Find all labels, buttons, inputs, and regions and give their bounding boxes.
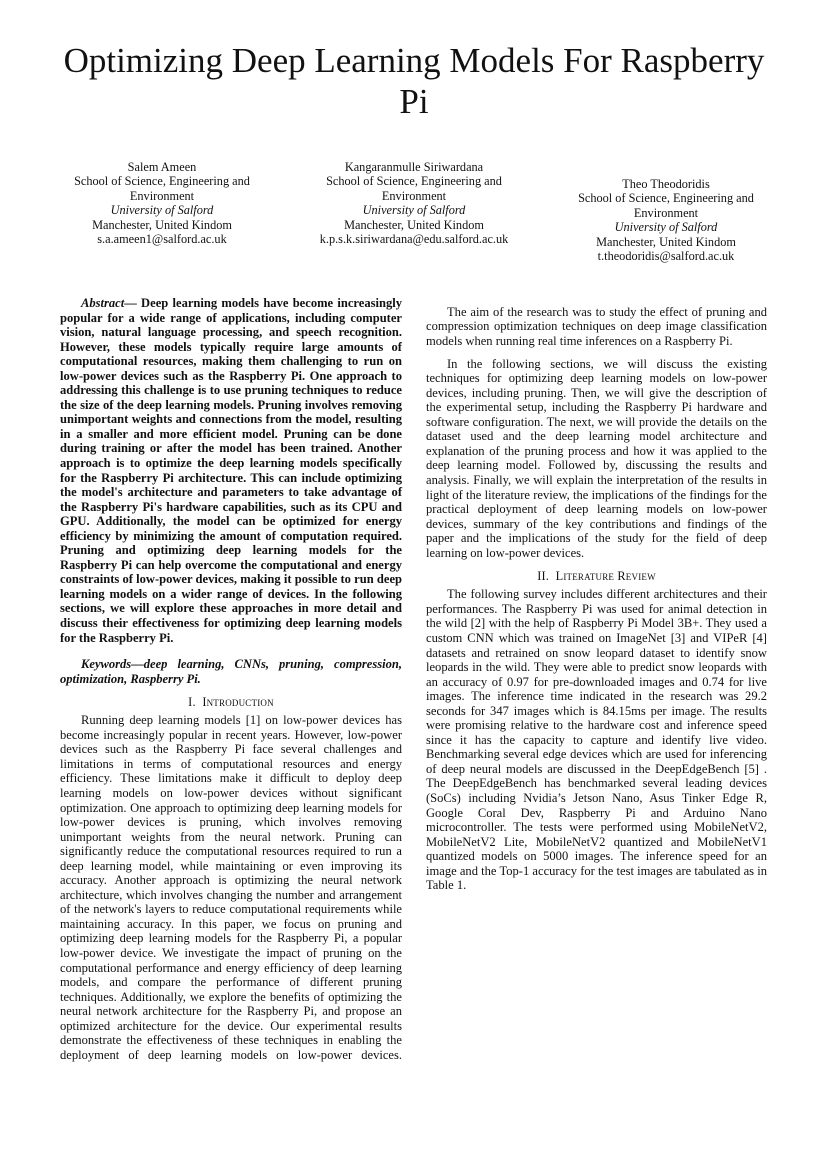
keywords-label: Keywords— bbox=[81, 657, 144, 672]
intro-paragraph-1: Running deep learning models [1] on low-power devices has become increasingly popular in recent years. However, low-power devices such as the Raspberry Pi face several challenges and limitations in terms of computational resources and energy efficiency. These limitations make it difficult to deploy deep learning models on low-power devices without significant optimization. One approach to optimizing deep learning models for low-power devices is pruning, which involves removing unimportant weights from the neural network. Pruning can significantly reduce the computational resources required to run a deep learning model, while maintaining or even improving its accuracy. Another approach is optimizing the neural network architecture, which involves changing the number and arrangement of the network's layers to reduce computational requirements while maintaining accuracy. In this paper, we focus on pruning and optimizing deep learning models for the Raspberry Pi, a popular low-power device. We investigate the impact of pruning on the computational performance and energy efficiency of deep learning models, and compare the performance of different pruning techniques. Additionally, we explore the benefits of optimizing the neural network architecture for the Raspberry Pi, and propose an optimized architecture for the device. Our experimental results demonstrate the effectiveness of these techniques in enabling the deployment of deep learning models on low-power devices. bbox=[60, 713, 402, 1062]
author-city: Manchester, United Kindom bbox=[92, 217, 232, 232]
author-block-2 bbox=[314, 160, 514, 246]
author-block-3 bbox=[568, 177, 764, 263]
author-dept: School of Science, Engineering and bbox=[326, 174, 502, 189]
author-city: Manchester, United Kindom bbox=[344, 217, 484, 232]
author-email: s.a.ameen1@salford.ac.uk bbox=[97, 232, 227, 247]
paper-title: Optimizing Deep Learning Models For Raspberry Pi bbox=[63, 41, 765, 121]
keywords bbox=[60, 657, 402, 686]
intro-paragraph-2: The aim of the research was to study the effect of pruning and compression optimization techniques on deep image classification models when running real time inferences on a Raspberry Pi. bbox=[426, 304, 767, 348]
author-name: Theo Theodoridis bbox=[622, 177, 710, 191]
author-dept-cont: Environment bbox=[381, 188, 447, 203]
author-email: t.theodoridis@salford.ac.uk bbox=[597, 249, 735, 264]
author-name: Salem Ameen bbox=[127, 160, 197, 174]
left-column bbox=[60, 296, 402, 1062]
abstract bbox=[60, 296, 402, 645]
author-block-1 bbox=[64, 160, 260, 246]
author-city: Manchester, United Kindom bbox=[596, 234, 736, 249]
author-university: University of Salford bbox=[362, 203, 466, 218]
section-number: I. bbox=[188, 694, 196, 709]
author-name: Kangaranmulle Siriwardana bbox=[344, 160, 484, 174]
author-university: University of Salford bbox=[110, 203, 214, 218]
abstract-label: Abstract bbox=[81, 296, 125, 310]
section-title: Introduction bbox=[202, 694, 274, 709]
author-dept-cont: Environment bbox=[129, 188, 195, 203]
section-title: Literature Review bbox=[555, 568, 656, 583]
section-heading-introduction bbox=[60, 695, 402, 710]
abstract-text: — Deep learning models have become increasingly popular for a wide range of applications, including computer vision, natural language processing, and speech recognition. However, these models typically require large amounts of computational resources, making them challenging to run on low-power devices such as the Raspberry Pi. One approach to addressing this challenge is to use pruning techniques to reduce the size of the deep learning models. Pruning involves removing unimportant weights and connections from the model, resulting in a smaller and more efficient model. Pruning can be done during training or after the model has been trained. Another approach is to optimize the deep learning models specifically for the Raspberry Pi architecture. This can include optimizing the model's architecture and parameters to take advantage of the Raspberry Pi's hardware capabilities, such as its CPU and GPU. Additionally, the model can be optimized for energy efficiency by minimizing the amount of computation required. Pruning and optimizing deep learning models for the Raspberry Pi can help overcome the computational and energy constraints of low-power devices, making it possible to run deep learning models on a wider range of devices. In the following sections, we will explore these approaches in more detail and discuss their effectiveness for optimizing deep learning models for the Raspberry Pi. bbox=[60, 296, 402, 645]
keywords-text: deep learning, CNNs, pruning, compression, optimization, Raspberry Pi. bbox=[60, 657, 402, 686]
section-heading-literature-review bbox=[426, 569, 767, 584]
author-dept: School of Science, Engineering and bbox=[578, 191, 754, 206]
author-university: University of Salford bbox=[614, 220, 718, 235]
literature-paragraph-1: The following survey includes different architectures and their performances. The Raspberry Pi was used for animal detection in the wild [2] with the help of Raspberry Pi Model 3B+. They used a custom CNN which was trained on ImageNet [3] and VIPeR [4] datasets and retrained on snow leopard dataset to identify snow leopards in the wild. They were able to predict snow leopards with an accuracy of 0.97 for pre-downloaded images and 0.74 for live images. The inference time indicated in the research was 29.2 seconds for 347 images which is 84.15ms per image. The results were promising relative to the hardware cost and inference speed since it has the capacity to capture and identify live video. Benchmarking several edge devices which are used for inferencing of deep neural models are discussed in the DeepEdgeBench [5] . The DeepEdgeBench has benchmarked several leading devices (SoCs) including Nvidia’s Jetson Nano, Asus Tinker Edge R, Google Coral Dev, Raspberry Pi and Arduino Nano microcontroller. The tests were performed using MobileNetV2, MobileNetV2 Lite, MobileNetV2 quantized and MobileNetV1 quantized models on 5000 images. The inference speed for an image and the Top-1 accuracy for the test images are tabulated as in Table 1. bbox=[426, 587, 767, 893]
intro-paragraph-3: In the following sections, we will discuss the existing techniques for optimizing deep learning models on low-power devices, including pruning. Then, we will give the description of the experimental setup, including the Raspberry Pi hardware and software configuration. The next, we will provide the details on the dataset used and the deep learning model architecture and explanation of the pruning process and how it was applied to the deep learning model. Followed by, discussing the results and analysis. Finally, we will explain the interpretation of the results in light of the literature review, the implications of the findings for the practical deployment of deep learning models on low-power devices, summary of the key contributions and findings of the paper and the implications of the study for the field of deep learning on low-power devices. bbox=[426, 356, 767, 560]
author-dept: School of Science, Engineering and bbox=[74, 174, 250, 189]
author-email: k.p.s.k.siriwardana@edu.salford.ac.uk bbox=[319, 232, 509, 247]
author-dept-cont: Environment bbox=[633, 205, 699, 220]
section-number: II. bbox=[537, 568, 550, 583]
right-column bbox=[426, 296, 767, 901]
